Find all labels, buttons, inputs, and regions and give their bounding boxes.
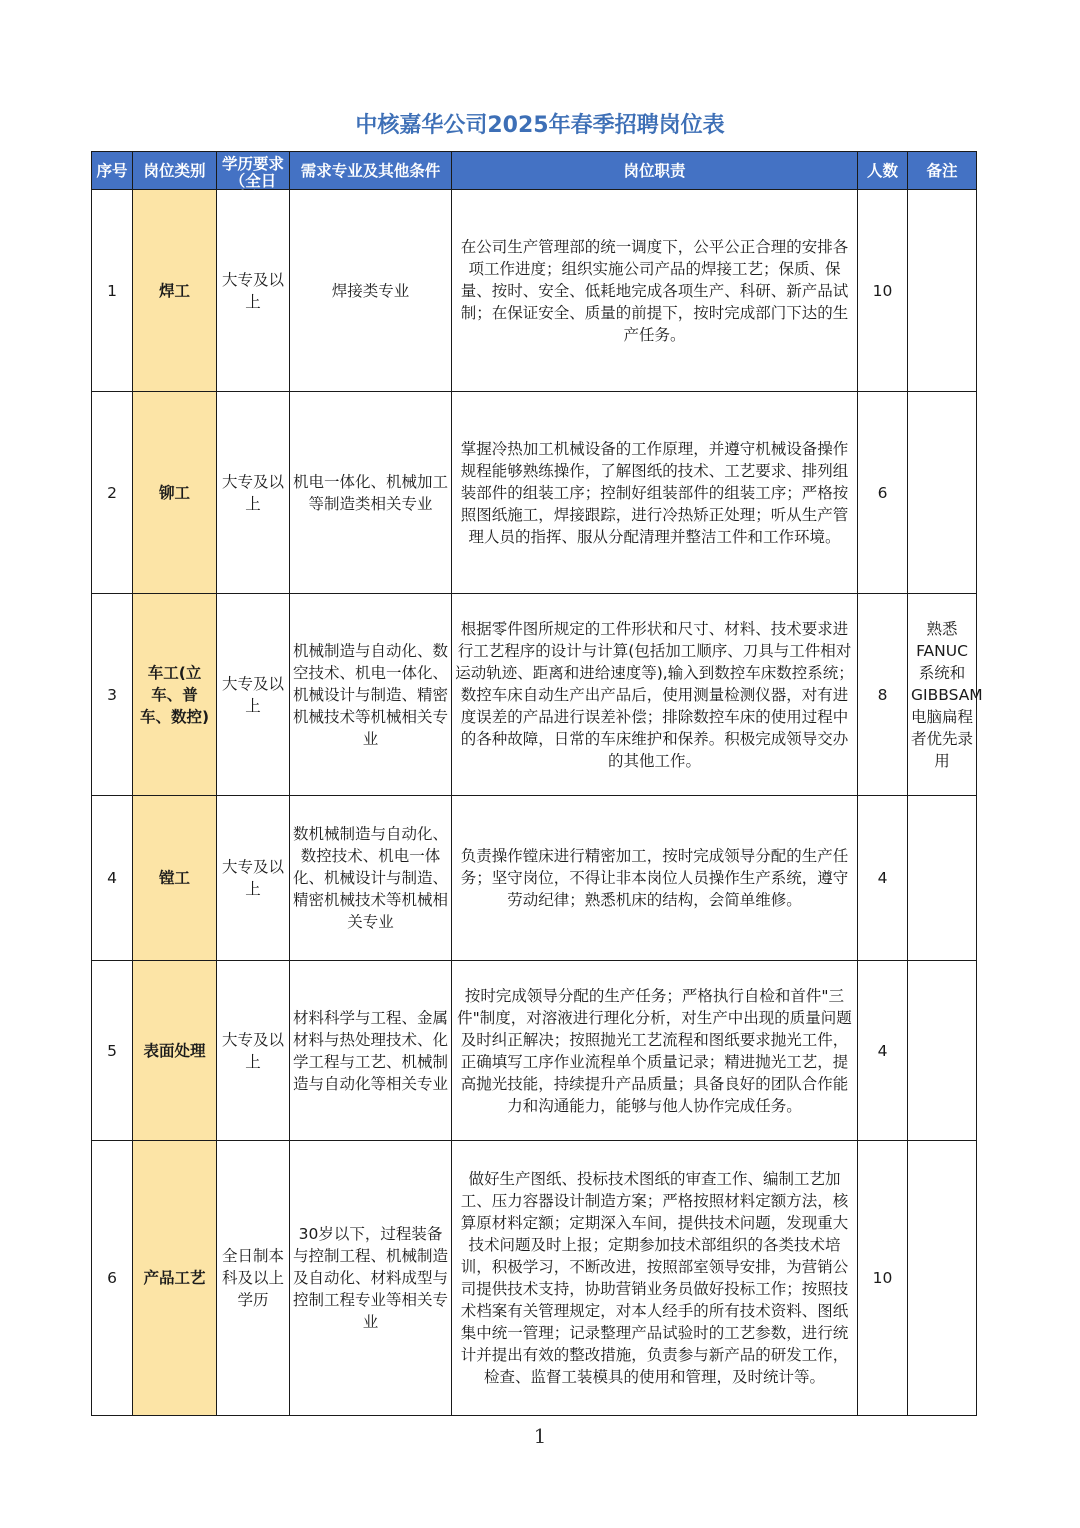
cell-note	[908, 796, 977, 961]
cell-note	[908, 961, 977, 1141]
cell-count: 6	[858, 392, 908, 594]
table-row	[92, 796, 977, 961]
cell-major: 材料科学与工程、金属材料与热处理技术、化学工程与工艺、机械制造与自动化等相关专业	[290, 961, 452, 1141]
cell-seq: 2	[92, 392, 133, 594]
table-row	[92, 392, 977, 594]
cell-education: 大专及以上	[217, 796, 290, 961]
header-note: 备注	[908, 152, 977, 190]
cell-note	[908, 1141, 977, 1416]
cell-category: 焊工	[133, 190, 217, 392]
page-number: 1	[533, 1424, 547, 1448]
cell-education: 大专及以上	[217, 190, 290, 392]
cell-seq: 5	[92, 961, 133, 1141]
table-row	[92, 190, 977, 392]
cell-education: 大专及以上	[217, 594, 290, 796]
cell-count: 4	[858, 796, 908, 961]
header-seq: 序号	[92, 152, 133, 190]
cell-seq: 6	[92, 1141, 133, 1416]
header-education	[217, 152, 290, 207]
cell-major: 数机械制造与自动化、数控技术、机电一体化、机械设计与制造、精密机械技术等机械相关专业	[290, 796, 452, 961]
cell-duty: 在公司生产管理部的统一调度下，公平公正合理的安排各项工作进度；组织实施公司产品的焊接工艺；保质、保量、按时、安全、低耗地完成各项生产、科研、新产品试制；在保证安全、质量的前提下，按时完成部门下达的生产任务。	[452, 190, 858, 392]
cell-category: 产品工艺	[133, 1141, 217, 1416]
cell-count: 10	[858, 1141, 908, 1416]
header-count: 人数	[858, 152, 908, 190]
header-education-label: 学历要求（全日制）	[221, 154, 284, 207]
cell-duty: 负责操作镗床进行精密加工，按时完成领导分配的生产任务；坚守岗位，不得让非本岗位人员操作生产系统，遵守劳动纪律；熟悉机床的结构，会简单维修。	[452, 796, 858, 961]
table-row	[92, 961, 977, 1141]
table-row	[92, 1141, 977, 1416]
cell-note: 熟悉FANUC系统和GIBBSAM电脑扁程者优先录用	[908, 594, 977, 796]
cell-category: 铆工	[133, 392, 217, 594]
cell-note	[908, 190, 977, 392]
cell-major: 焊接类专业	[290, 190, 452, 392]
cell-duty: 做好生产图纸、投标技术图纸的审查工作、编制工艺加工、压力容器设计制造方案；严格按照材料定额方法，核算原材料定额；定期深入车间，提供技术问题，发现重大技术问题及时上报；定期参加技术部组织的各类技术培训，积极学习，不断改进，按照部室领导安排，为营销公司提供技术支持，协助营销业务员做好投标工作；按照技术档案有关管理规定，对本人经手的所有技术资料、图纸集中统一管理；记录整理产品试验时的工艺参数，进行统计并提出有效的整改措施，负责参与新产品的研发工作，检查、监督工装模具的使用和管理，及时统计等。	[452, 1141, 858, 1416]
cell-count: 4	[858, 961, 908, 1141]
header-category: 岗位类别	[133, 152, 217, 190]
cell-note	[908, 392, 977, 594]
cell-category: 表面处理	[133, 961, 217, 1141]
cell-duty: 掌握冷热加工机械设备的工作原理，并遵守机械设备操作规程能够熟练操作，了解图纸的技术、工艺要求、排列组装部件的组装工序；控制好组装部件的组装工序；严格按照图纸施工，焊接跟踪，进行冷热矫正处理；听从生产管理人员的指挥、服从分配清理并整洁工件和工作环境。	[452, 392, 858, 594]
recruitment-table	[91, 151, 983, 1416]
table-row	[92, 594, 977, 796]
cell-major: 30岁以下，过程装备与控制工程、机械制造及自动化、材料成型与控制工程专业等相关专业	[290, 1141, 452, 1416]
cell-duty: 按时完成领导分配的生产任务；严格执行自检和首件"三件"制度，对溶液进行理化分析，对生产中出现的质量问题及时纠正解决；按照抛光工艺流程和图纸要求抛光工件，正确填写工序作业流程单个质量记录；精进抛光工艺，提高抛光技能，持续提升产品质量；具备良好的团队合作能力和沟通能力，能够与他人协作完成任务。	[452, 961, 858, 1141]
cell-seq: 1	[92, 190, 133, 392]
page-title: 中核嘉华公司2025年春季招聘岗位表	[355, 113, 725, 138]
cell-category: 车工(立车、普车、数控)	[133, 594, 217, 796]
cell-major: 机械制造与自动化、数空技术、机电一体化、机械设计与制造、精密机械技术等机械相关专业	[290, 594, 452, 796]
cell-major: 机电一体化、机械加工等制造类相关专业	[290, 392, 452, 594]
cell-count: 8	[858, 594, 908, 796]
cell-education: 大专及以上	[217, 961, 290, 1141]
cell-seq: 3	[92, 594, 133, 796]
cell-education: 大专及以上	[217, 392, 290, 594]
cell-category: 镗工	[133, 796, 217, 961]
header-major: 需求专业及其他条件	[290, 152, 452, 190]
cell-education: 全日制本科及以上学历	[217, 1141, 290, 1416]
header-duty: 岗位职责	[452, 152, 858, 190]
cell-count: 10	[858, 190, 908, 392]
table-header-row	[92, 152, 977, 190]
cell-seq: 4	[92, 796, 133, 961]
cell-duty: 根据零件图所规定的工件形状和尺寸、材料、技术要求进行工艺程序的设计与计算(包括加工顺序、刀具与工件相对运动轨迹、距离和进给速度等),输入到数控车床数控系统；数控车床自动生产出产品后，使用测量检测仪器，对有进度误差的产品进行误差补偿；排除数控车床的使用过程中的各种故障，日常的车床维护和保养。积极完成领导交办的其他工作。	[452, 594, 858, 796]
